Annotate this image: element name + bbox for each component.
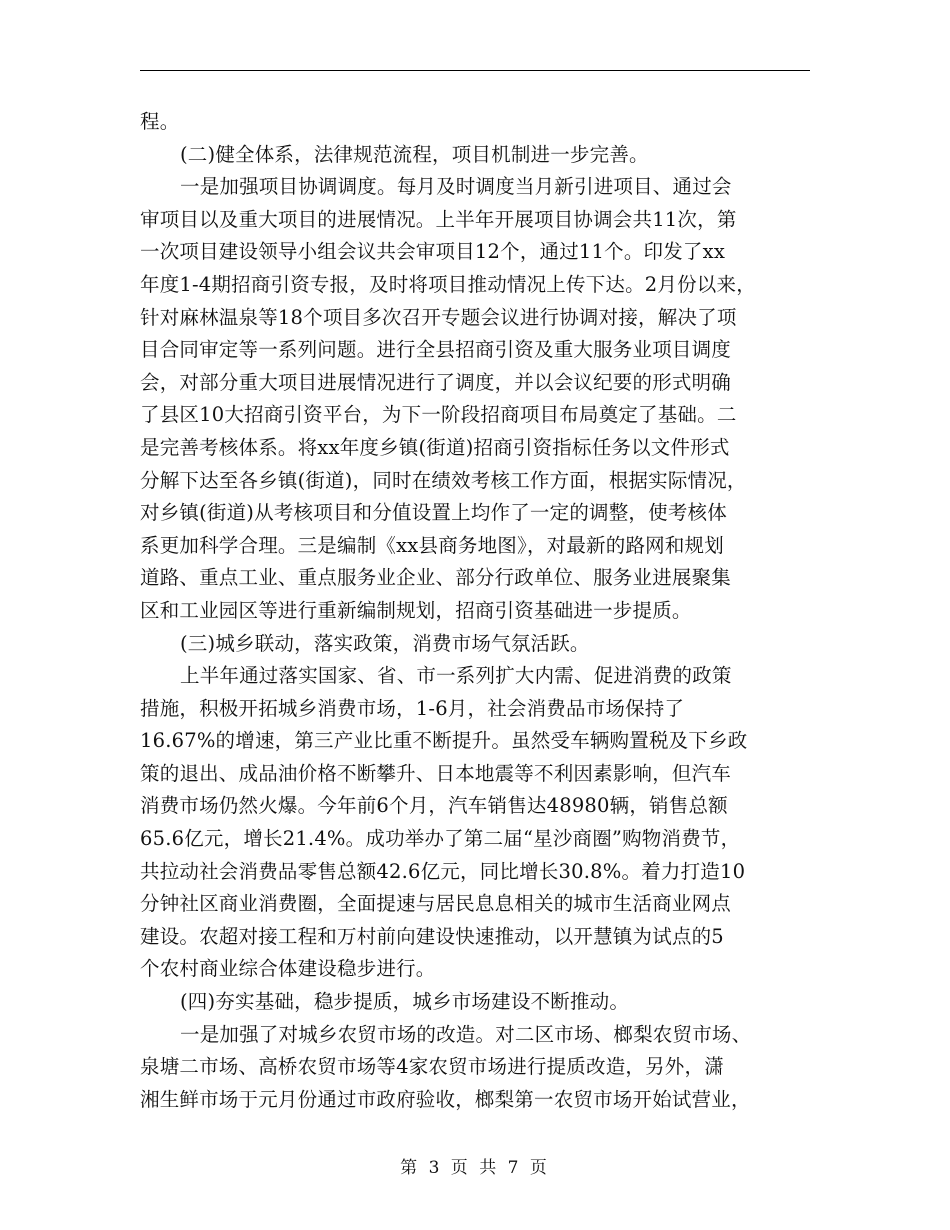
text-line: 泉塘二市场、高桥农贸市场等4家农贸市场进行提质改造，另外，潇 bbox=[140, 1055, 724, 1079]
section-heading-3: (三)城乡联动，落实政策，消费市场气氛活跃。 bbox=[180, 631, 590, 655]
text-line: 65.6亿元，增长21.4%。成功举办了第二届“星沙商圈”购物消费节， bbox=[140, 827, 741, 851]
text-line: 消费市场仍然火爆。今年前6个月，汽车销售达48980辆，销售总额 bbox=[140, 794, 728, 818]
text-line: 分钟社区商业消费圈，全面提速与居民息息相关的城市生活商业网点 bbox=[140, 892, 732, 916]
text-line: 上半年通过落实国家、省、市一系列扩大内需、促进消费的政策 bbox=[180, 664, 732, 688]
header-rule bbox=[140, 70, 810, 71]
text-line: 审项目以及重大项目的进展情况。上半年开展项目协调会共11次，第 bbox=[140, 207, 737, 231]
text-line: 是完善考核体系。将xx年度乡镇(街道)招商引资指标任务以文件形式 bbox=[140, 435, 730, 459]
section-heading-2: (二)健全体系，法律规范流程，项目机制进一步完善。 bbox=[180, 142, 649, 166]
text-line: 湘生鲜市场于元月份通过市政府验收，榔梨第一农贸市场开始试营业， bbox=[140, 1087, 751, 1111]
text-line: 一是加强了对城乡农贸市场的改造。对二区市场、榔梨农贸市场、 bbox=[180, 1022, 752, 1046]
text-line: 共拉动社会消费品零售总额42.6亿元，同比增长30.8%。着力打造10 bbox=[140, 859, 746, 883]
text-line: 程。 bbox=[140, 110, 180, 133]
text-line: 策的退出、成品油价格不断攀升、日本地震等不利因素影响，但汽车 bbox=[140, 761, 732, 785]
text-line: 分解下达至各乡镇(街道)，同时在绩效考核工作方面，根据实际情况， bbox=[140, 468, 747, 492]
text-line: 了县区10大招商引资平台，为下一阶段招商项目布局奠定了基础。二 bbox=[140, 403, 737, 427]
page-footer: 第 3 页 共 7 页 bbox=[400, 1158, 550, 1178]
text-line: 会，对部分重大项目进展情况进行了调度，并以会议纪要的形式明确 bbox=[140, 370, 732, 394]
text-line: 措施，积极开拓城乡消费市场，1-6月，社会消费品市场保持了 bbox=[140, 696, 685, 720]
document-body bbox=[140, 106, 812, 1116]
text-line: 系更加科学合理。三是编制《xx县商务地图》，对最新的路网和规划 bbox=[140, 533, 724, 557]
text-line: 个农村商业综合体建设稳步进行。 bbox=[140, 957, 436, 981]
text-line: 一是加强项目协调调度。每月及时调度当月新引进项目、通过会 bbox=[180, 175, 732, 199]
text-line: 对乡镇(街道)从考核项目和分值设置上均作了一定的调整，使考核体 bbox=[140, 501, 727, 525]
text-line: 年度1-4期招商引资专报，及时将项目推动情况上传下达。2月份以来， bbox=[140, 272, 756, 296]
text-line: 道路、重点工业、重点服务业企业、部分行政单位、服务业进展聚集 bbox=[140, 566, 732, 590]
text-line: 区和工业园区等进行重新编制规划，招商引资基础进一步提质。 bbox=[140, 598, 692, 622]
text-line: 目合同审定等一系列问题。进行全县招商引资及重大服务业项目调度 bbox=[140, 338, 732, 362]
text-line: 针对麻林温泉等18个项目多次召开专题会议进行协调对接，解决了项 bbox=[140, 305, 737, 329]
text-line: 建设。农超对接工程和万村前向建设快速推动，以开慧镇为试点的5 bbox=[140, 924, 724, 948]
text-line: 一次项目建设领导小组会议共会审项目12个，通过11个。印发了xx bbox=[140, 240, 726, 264]
section-heading-4: (四)夯实基础，稳步提质，城乡市场建设不断推动。 bbox=[180, 990, 630, 1014]
text-line: 16.67%的增速，第三产业比重不断提升。虽然受车辆购置税及下乡政 bbox=[140, 729, 748, 753]
